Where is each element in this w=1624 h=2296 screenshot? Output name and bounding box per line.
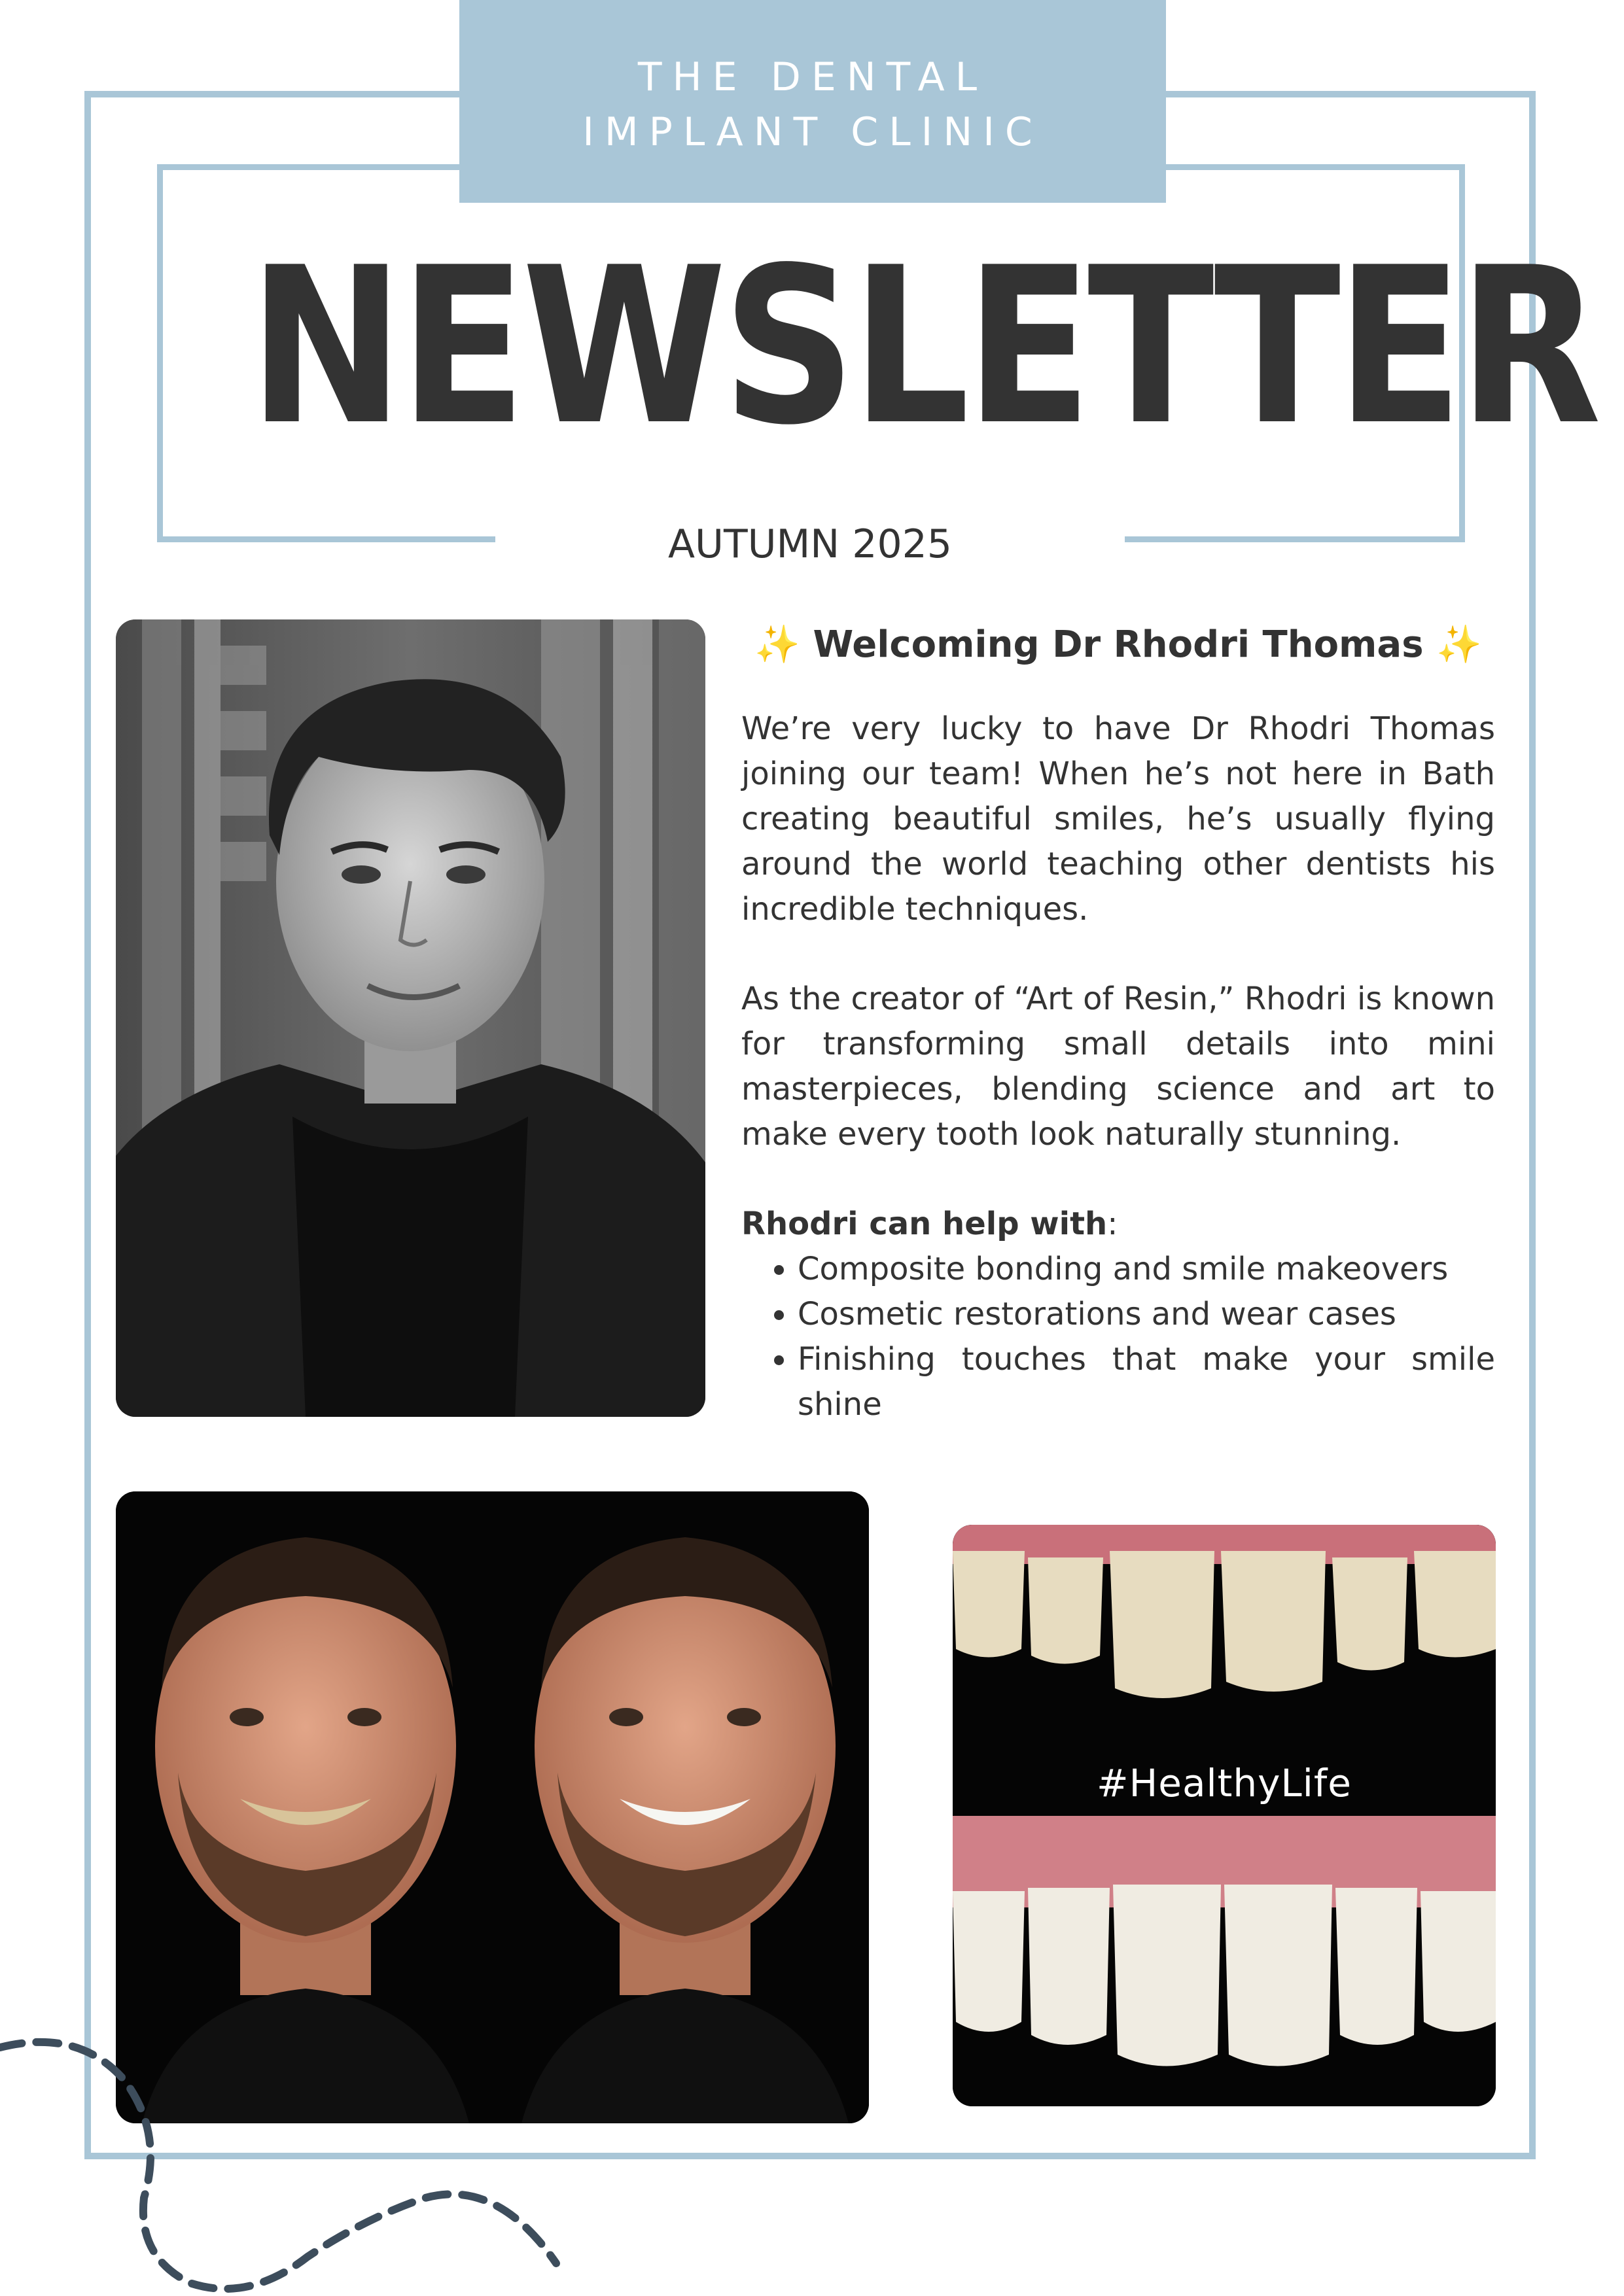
welcome-article — [741, 615, 1495, 1427]
help-label-text: Rhodri can help with — [741, 1206, 1108, 1242]
help-list-item: • Finishing touches that make your smile shine — [798, 1337, 1495, 1427]
clinic-banner — [459, 0, 1166, 203]
article-heading-text: Welcoming Dr Rhodri Thomas — [813, 623, 1424, 666]
decorative-dashed-swirl — [0, 2002, 589, 2296]
teeth-before-after-card — [953, 1525, 1496, 2106]
clinic-name-line-2: IMPLANT CLINIC — [582, 109, 1043, 155]
article-paragraph-2: As the creator of “Art of Resin,” Rhodri is known for transforming small details into mini masterpieces, blending science and art to make every tooth look naturally stunning. — [741, 981, 1495, 1153]
issue-date: AUTUMN 2025 — [668, 521, 952, 567]
help-list-item: • Composite bonding and smile makeovers — [798, 1247, 1495, 1292]
article-heading — [741, 615, 1495, 675]
help-list — [741, 1247, 1495, 1427]
help-list-item: • Cosmetic restorations and wear cases — [798, 1292, 1495, 1337]
sparkles-icon: ✨ — [1436, 623, 1482, 666]
hashtag-label: #HealthyLife — [1097, 1761, 1352, 1805]
newsletter-title: NEWSLETTER — [248, 221, 1597, 472]
dentist-portrait-photo — [116, 619, 705, 1417]
portrait-illustration — [116, 619, 705, 1417]
sparkles-icon: ✨ — [754, 623, 800, 666]
article-paragraph-1: We’re very lucky to have Dr Rhodri Thomas joining our team! When he’s not here in Bath creating beautiful smiles, he’s usually flying around the world teaching other dentists his incredible techniques. — [741, 710, 1495, 928]
clinic-name-line-1: THE DENTAL — [637, 54, 988, 100]
help-label: Rhodri can help with: — [741, 1206, 1118, 1242]
